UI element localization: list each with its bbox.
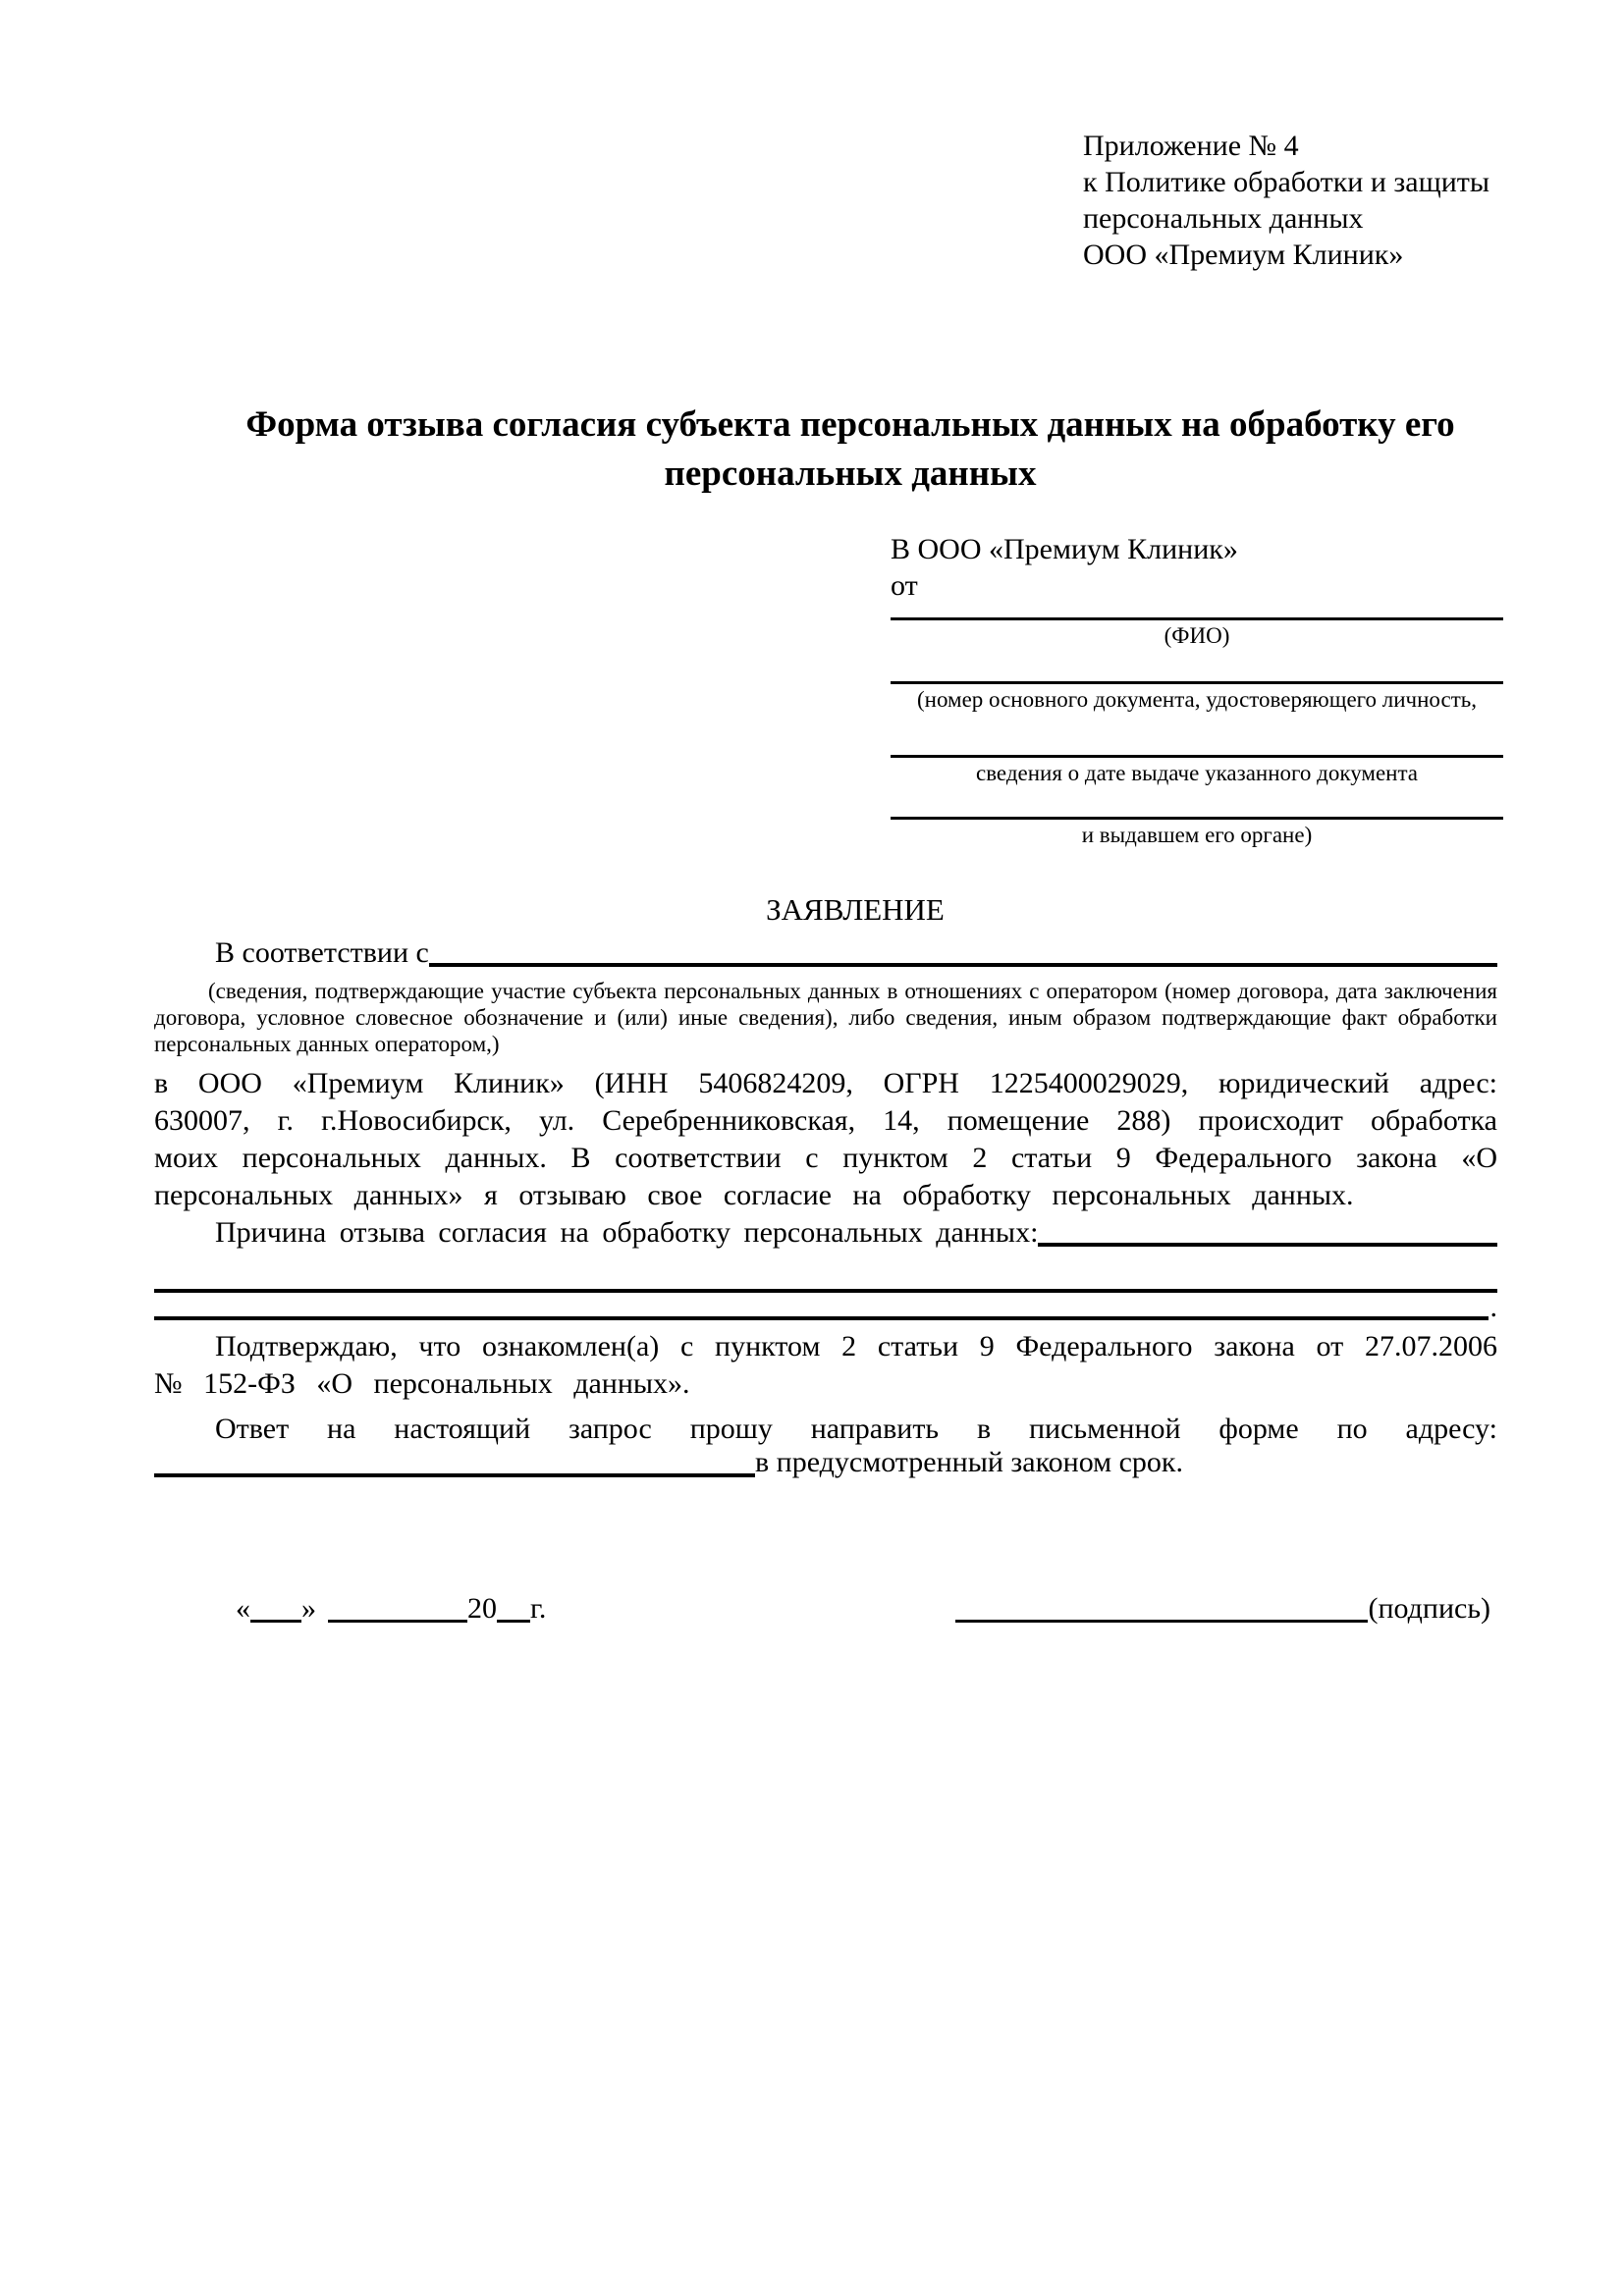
addressee-to: В ООО «Премиум Клиник» [891, 533, 1238, 565]
reason-line [154, 1214, 1497, 1252]
issuing-authority-caption: и выдавшем его органе) [1081, 823, 1313, 847]
date-signature-row [236, 1590, 1490, 1628]
field-id-document-number [891, 649, 1503, 713]
date-group [236, 1590, 546, 1628]
appendix-header [1083, 128, 1489, 273]
reason-blank-line-3-rule [154, 1293, 1489, 1320]
document-title: Форма отзыва согласия субъекта персональных данных на обработку его персональных данных [245, 404, 1455, 494]
field-fio [891, 604, 1503, 649]
basis-blank-line [429, 963, 1497, 967]
year-suffix: г. [530, 1592, 547, 1625]
issuing-authority-blank-line [891, 786, 1503, 820]
id-document-blank-line [891, 649, 1503, 684]
field-issue-date [891, 713, 1503, 786]
body-paragraph: в ООО «Премиум Клиник» (ИНН 5406824209, ОГРН 1225400029029, юридический адрес: 630007, г. г.Новосибирск, ул. Серебренниковская, 14, помещение 288) происходит обработка моих персональных данных. В соответствии с пунктом 2 статьи 9 Федерального закона «О персональных данных» я отзываю свое согласие на обработку персональных данных. [154, 1067, 1497, 1211]
reply-address-line [154, 1448, 1497, 1481]
field-issuing-authority [891, 786, 1503, 848]
reply-address-blank-line [154, 1473, 755, 1477]
basis-line [154, 934, 1497, 972]
year-prefix: 20 [467, 1592, 497, 1625]
fio-caption: (ФИО) [1164, 623, 1230, 648]
date-close-quote: » [301, 1592, 316, 1625]
reason-blank-line-3 [154, 1291, 1497, 1323]
id-document-caption: (номер основного документа, удостоверяющего личность, [916, 687, 1477, 712]
reply-address-paragraph: Ответ на настоящий запрос прошу направить в письменной форме по адресу: [215, 1413, 1497, 1445]
signature-group [955, 1590, 1490, 1628]
issue-date-caption: сведения о дате выдаче указанного документа [975, 761, 1419, 785]
reason-blank-line-2 [154, 1252, 1497, 1293]
reason-blank-line [1038, 1243, 1497, 1247]
appendix-header-line-4: ООО «Премиум Клиник» [1083, 239, 1404, 271]
appendix-header-line-2: к Политике обработки и защиты [1083, 166, 1490, 198]
reason-terminator: . [1489, 1291, 1497, 1323]
reason-label: Причина отзыва согласия на обработку персональных данных: [215, 1216, 1039, 1249]
year-blank-line [497, 1590, 530, 1623]
statement-heading: ЗАЯВЛЕНИЕ [766, 892, 945, 927]
confirmation-paragraph: Подтверждаю, что ознакомлен(а) с пунктом 2 статьи 9 Федерального закона от 27.07.2006 № 152-ФЗ «О персональных данных». [154, 1330, 1497, 1400]
fio-blank-line [891, 604, 1503, 620]
basis-caption: (сведения, подтверждающие участие субъекта персональных данных в отношениях с оператором (номер договора, дата заключения договора, условное словесное обозначение и (или) иные сведения), либо сведения, иным образом подтверждающие факт обработки персональных данных оператором,) [154, 979, 1497, 1056]
signature-blank-line [955, 1590, 1368, 1623]
date-open-quote: « [236, 1592, 250, 1625]
appendix-header-line-1: Приложение № 4 [1083, 130, 1299, 162]
statement-body-block [154, 934, 1497, 1481]
reply-suffix: в предусмотренный законом срок. [755, 1446, 1183, 1478]
issue-date-blank-line [891, 713, 1503, 758]
appendix-header-line-3: персональных данных [1083, 202, 1364, 235]
signature-caption: (подпись) [1368, 1592, 1490, 1625]
addressee-from-label: от [891, 569, 918, 602]
day-blank-line [250, 1590, 301, 1623]
month-blank-line [328, 1590, 467, 1623]
basis-label: В соответствии с [215, 936, 429, 969]
addressee-block [891, 531, 1503, 848]
